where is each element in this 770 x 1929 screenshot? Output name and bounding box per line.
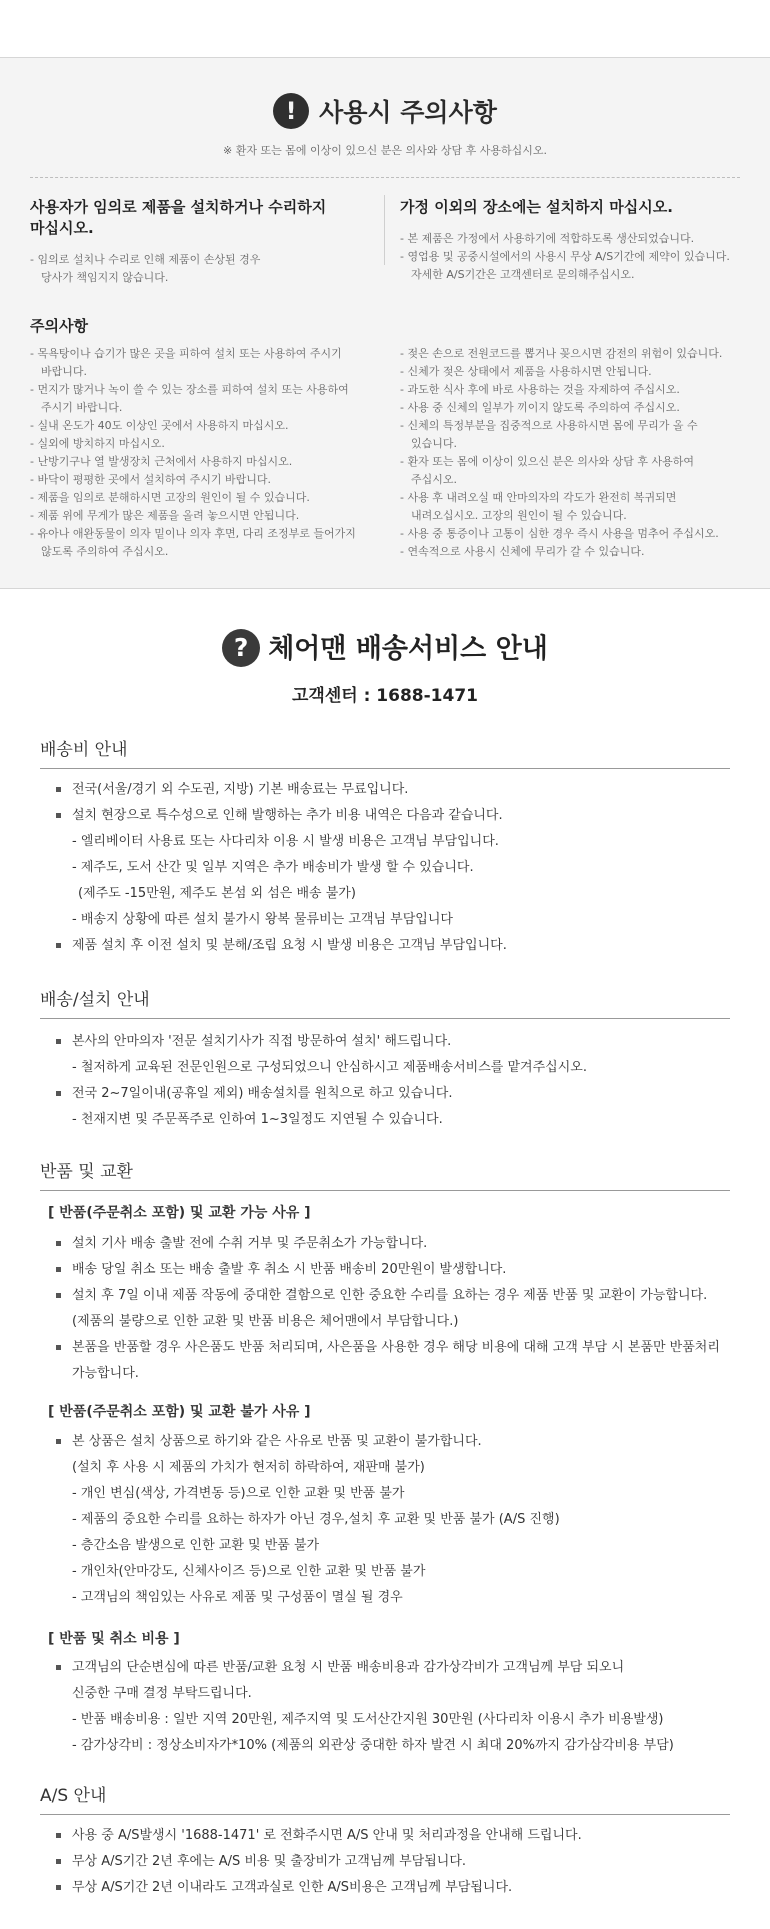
list-item: - 제품 위에 무게가 많은 제품을 올려 놓으시면 안됩니다. bbox=[30, 509, 300, 522]
caution-right-heading: 가정 이외의 장소에는 설치하지 마십시오. bbox=[400, 198, 673, 216]
notes-left-list bbox=[30, 345, 380, 561]
list-item: - 연속적으로 사용시 신체에 무리가 갈 수 있습니다. bbox=[400, 545, 645, 558]
returns-possible-heading: [ 반품(주문취소 포함) 및 교환 가능 사유 ] bbox=[48, 1205, 311, 1221]
dashed-divider bbox=[30, 177, 740, 178]
service-title: ? 체어맨 배송서비스 안내 bbox=[0, 628, 770, 670]
notes-right-list bbox=[400, 345, 755, 561]
list-item: - 먼지가 많거나 녹이 쓸 수 있는 장소를 피하여 설치 또는 사용하여 주시기 바랍니다. bbox=[30, 383, 349, 414]
delivery-heading: 배송/설치 안내 bbox=[40, 985, 730, 1019]
list-item: - 제품의 중요한 수리를 요하는 하자가 아닌 경우,설치 후 교환 및 반품 불가 (A/S 진행) bbox=[72, 1512, 560, 1527]
list-item: 전국 2~7일이내(공휴일 제외) 배송설치를 원칙으로 하고 있습니다. bbox=[56, 1081, 452, 1107]
list-item: 무상 A/S기간 2년 후에는 A/S 비용 및 출장비가 고객님께 부담됩니다. bbox=[56, 1849, 466, 1875]
list-item: - 본 제품은 가정에서 사용하기에 적합하도록 생산되었습니다. bbox=[400, 232, 695, 245]
list-item: - 개인 변심(색상, 가격변동 등)으로 인한 교환 및 반품 불가 bbox=[72, 1486, 405, 1501]
list-item: - 유아나 애완동물이 의자 밑이나 의자 후면, 다리 조정부로 들어가지 않도록 주의하여 주십시오. bbox=[30, 527, 356, 558]
list-item: - 철저하게 교육된 전문인원으로 구성되었으니 안심하시고 제품배송서비스를 맡겨주십시오. bbox=[72, 1060, 587, 1075]
list-item: 설치 현장으로 특수성으로 인해 발행하는 추가 비용 내역은 다음과 같습니다. bbox=[56, 803, 503, 829]
list-item: - 천재지변 및 주문폭주로 인하여 1~3일정도 지연될 수 있습니다. bbox=[72, 1112, 443, 1127]
list-item: - 실내 온도가 40도 이상인 곳에서 사용하지 마십시오. bbox=[30, 419, 289, 432]
caution-title: ! 사용시 주의사항 bbox=[0, 92, 770, 132]
customer-center-phone: 고객센터 : 1688-1471 bbox=[291, 686, 478, 706]
exclamation-circle-icon: ! bbox=[273, 93, 309, 129]
list-item: (설치 후 사용 시 제품의 가치가 현저히 하락하여, 재판매 불가) bbox=[72, 1460, 425, 1475]
list-item: - 영업용 및 공중시설에서의 사용시 무상 A/S기간에 제약이 있습니다. 자세한 A/S기간은 고객센터로 문의해주십시오. bbox=[400, 250, 730, 281]
list-item: - 바닥이 평평한 곳에서 설치하여 주시기 바랍니다. bbox=[30, 473, 271, 486]
list-item: 고객님의 단순변심에 따른 반품/교환 요청 시 반품 배송비용과 감가상각비가 고객님께 부담 되오니 bbox=[56, 1655, 624, 1681]
shipping-fee-heading: 배송비 안내 bbox=[40, 735, 730, 769]
list-item: 사용 중 A/S발생시 '1688-1471' 로 전화주시면 A/S 안내 및 처리과정을 안내해 드립니다. bbox=[56, 1823, 582, 1849]
caution-left-heading: 사용자가 임의로 제품을 설치하거나 수리하지 마십시오. bbox=[30, 198, 327, 237]
list-item: - 젖은 손으로 전원코드를 뽑거나 꽂으시면 감전의 위험이 있습니다. bbox=[400, 347, 723, 360]
list-item: 전국(서울/경기 외 수도권, 지방) 기본 배송료는 무료입니다. bbox=[56, 777, 408, 803]
as-heading: A/S 안내 bbox=[40, 1781, 730, 1815]
list-item: - 신체가 젖은 상태에서 제품을 사용하시면 안됩니다. bbox=[400, 365, 652, 378]
list-item: - 신체의 특정부분을 집중적으로 사용하시면 몸에 무리가 올 수 있습니다. bbox=[400, 419, 698, 450]
column-divider bbox=[384, 195, 385, 265]
list-item: - 사용 중 통증이나 고통이 심한 경우 즉시 사용을 멈추어 주십시오. bbox=[400, 527, 719, 540]
list-item: - 사용 중 신체의 일부가 끼이지 않도록 주의하여 주십시오. bbox=[400, 401, 680, 414]
list-item: - 감가상각비 : 정상소비자가*10% (제품의 외관상 중대한 하자 발견 시 최대 20%까지 감가삼각비용 부담) bbox=[72, 1738, 674, 1753]
caution-left-list bbox=[30, 251, 370, 287]
list-item: - 반품 배송비용 : 일반 지역 20만원, 제주지역 및 도서산간지원 30만원 (사다리차 이용시 추가 비용발생) bbox=[72, 1712, 664, 1727]
returns-cost-heading: [ 반품 및 취소 비용 ] bbox=[48, 1631, 180, 1647]
returns-impossible-heading: [ 반품(주문취소 포함) 및 교환 불가 사유 ] bbox=[48, 1404, 311, 1420]
list-item: (제품의 불량으로 인한 교환 및 반품 비용은 체어맨에서 부담합니다.) bbox=[72, 1314, 459, 1329]
list-item: 본사의 안마의자 '전문 설치기사가 직접 방문하여 설치' 해드립니다. bbox=[56, 1029, 451, 1055]
list-item: (제주도 -15만원, 제주도 본섬 외 섬은 배송 불가) bbox=[78, 886, 356, 901]
list-item: - 과도한 식사 후에 바로 사용하는 것을 자제하여 주십시오. bbox=[400, 383, 680, 396]
list-item: - 난방기구나 열 발생장치 근처에서 사용하지 마십시오. bbox=[30, 455, 293, 468]
list-item: 제품 설치 후 이전 설치 및 분해/조립 요청 시 발생 비용은 고객님 부담입니다. bbox=[56, 933, 507, 959]
caution-subtitle: ※ 환자 또는 몸에 이상이 있으신 분은 의사와 상담 후 사용하십시오. bbox=[223, 144, 547, 157]
list-item: 무상 A/S기간 2년 이내라도 고객과실로 인한 A/S비용은 고객님께 부담됩니다. bbox=[56, 1875, 512, 1901]
list-item: - 제품을 임의로 분해하시면 고장의 원인이 될 수 있습니다. bbox=[30, 491, 310, 504]
list-item: - 사용 후 내려오실 때 안마의자의 각도가 완전히 복귀되면 내려오십시오. 고장의 원인이 될 수 있습니다. bbox=[400, 491, 677, 522]
list-item: 본품을 반품할 경우 사은품도 반품 처리되며, 사은품을 사용한 경우 해당 비용에 대해 고객 부담 시 본품만 반품처리 bbox=[56, 1335, 720, 1361]
list-item: 설치 후 7일 이내 제품 작동에 중대한 결함으로 인한 중요한 수리를 요하는 경우 제품 반품 및 교환이 가능합니다. bbox=[56, 1283, 707, 1309]
list-item: 설치 기사 배송 출발 전에 수취 거부 및 주문취소가 가능합니다. bbox=[56, 1231, 427, 1257]
list-item: 가능합니다. bbox=[72, 1366, 139, 1381]
list-item: - 개인차(안마강도, 신체사이즈 등)으로 인한 교환 및 반품 불가 bbox=[72, 1564, 426, 1579]
list-item: 신중한 구매 결정 부탁드립니다. bbox=[72, 1686, 252, 1701]
list-item: - 엘리베이터 사용료 또는 사다리차 이용 시 발생 비용은 고객님 부담입니다. bbox=[72, 834, 499, 849]
list-item: - 실외에 방치하지 마십시오. bbox=[30, 437, 165, 450]
caution-right-list bbox=[400, 230, 750, 284]
list-item: 본 상품은 설치 상품으로 하기와 같은 사유로 반품 및 교환이 불가합니다. bbox=[56, 1429, 482, 1455]
list-item: - 임의로 설치나 수리로 인해 제품이 손상된 경우 당사가 책임지지 않습니다. bbox=[30, 253, 261, 284]
list-item: 배송 당일 취소 또는 배송 출발 후 취소 시 반품 배송비 20만원이 발생합니다. bbox=[56, 1257, 506, 1283]
list-item: - 고객님의 책임있는 사유로 제품 및 구성품이 멸실 될 경우 bbox=[72, 1590, 403, 1605]
notes-heading: 주의사항 bbox=[30, 317, 88, 335]
list-item: - 배송지 상황에 따른 설치 불가시 왕복 물류비는 고객님 부담입니다 bbox=[72, 912, 453, 927]
question-circle-icon: ? bbox=[222, 629, 260, 667]
returns-heading: 반품 및 교환 bbox=[40, 1157, 730, 1191]
list-item: - 층간소음 발생으로 인한 교환 및 반품 불가 bbox=[72, 1538, 320, 1553]
list-item: - 제주도, 도서 산간 및 일부 지역은 추가 배송비가 발생 할 수 있습니다. bbox=[72, 860, 474, 875]
list-item: - 목욕탕이나 습기가 많은 곳을 피하여 설치 또는 사용하여 주시기 바랍니다. bbox=[30, 347, 342, 378]
list-item: - 환자 또는 몸에 이상이 있으신 분은 의사와 상담 후 사용하여 주십시오. bbox=[400, 455, 694, 486]
